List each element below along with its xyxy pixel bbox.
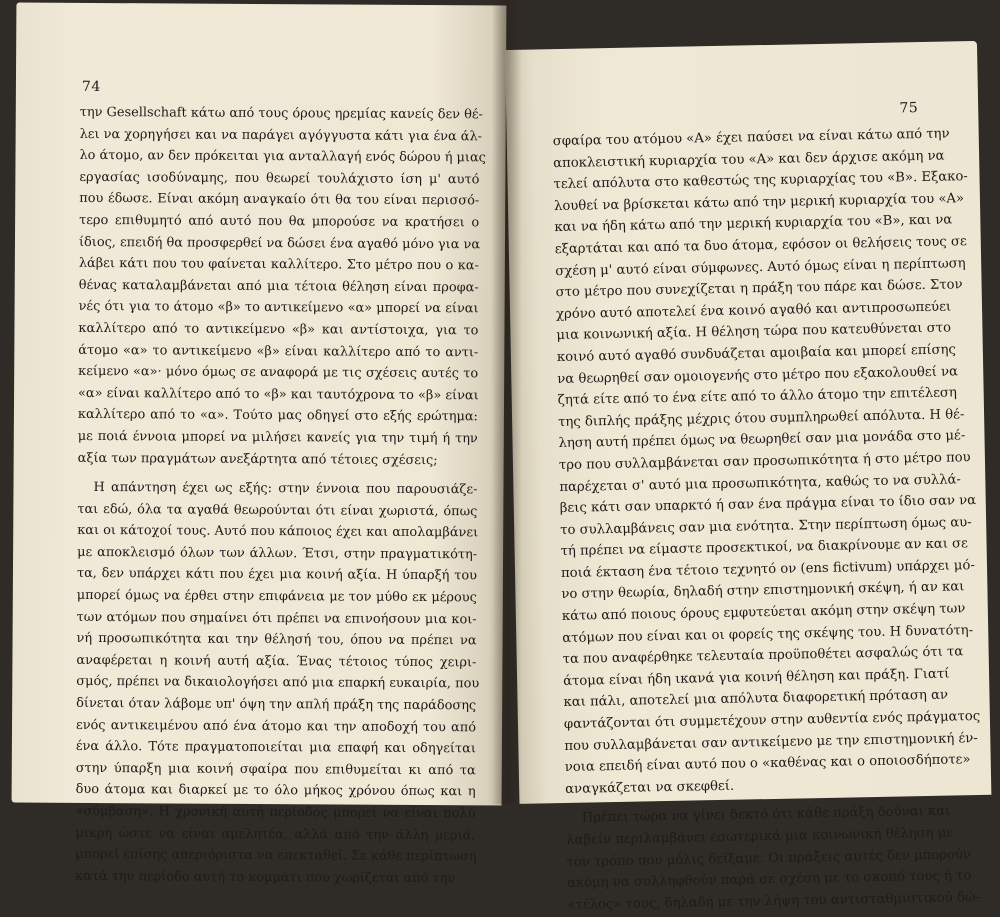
text-line: δίνεται όταν λάβομε υπ' όψη την απλή πράξη της παράδοσης <box>76 695 477 714</box>
text-line: κείμενο «α»· μόνο όμως σε αναφορά με τις σχέσεις αυτές το <box>78 364 479 382</box>
text-line: δυο άτομα και διαρκεί με το όλο μήκος χρόνου όπως και η <box>75 782 476 800</box>
text-line: το συλλαμβάνεις σαν μια ενότητα. Στην περίπτωση όμως αυ- <box>560 514 972 538</box>
page-number-left: 74 <box>81 78 101 96</box>
text-line: λάβει κάτι που του φαίνεται καλλίτερο. Στο μέτρο που ο κα- <box>78 256 479 274</box>
text-line: νο στην θεωρία, δηλαδή στην επιστημονική σκέψη, ή αν και <box>561 579 965 603</box>
text-line: λει να χορηγήσει και να παράγει αγόγγυστα κάτι για ένα άλ- <box>79 126 483 144</box>
text-line: μικρή ώστε να είναι αμελητέα, αλλά από την άλλη μεριά, <box>75 825 476 843</box>
text-line: ληση αυτή πρέπει όμως να θεωρηθεί σαν μια μονάδα στο μέ- <box>558 428 966 452</box>
text-line: τα, δεν υπάρχει κάτι που έχει μια κοινή αξία. Η ύπαρξή του <box>76 566 477 584</box>
text-line: καλλίτερο από το «α». Τούτο μας οδηγεί στο εξής ερώτημα: <box>77 407 478 425</box>
text-line: εξαρτάται και από τα δυο άτομα, εφόσον οι θελήσεις τους σε <box>554 234 967 258</box>
page-number-right: 75 <box>899 100 919 117</box>
text-line: και πάλι, αποτελεί μια απόλυτα διαφορετική πρόταση αν <box>563 688 949 711</box>
text-line: βεις κάτι σαν υπαρκτό ή σαν ένα πράγμα είναι το ίδιο σαν να <box>559 493 977 517</box>
text-line: νές ότι για το άτομο «β» το αντικείμενο «α» μπορεί να είναι <box>78 299 479 317</box>
text-line: λο άτομο, αν δεν πρόκειται για ανταλλαγή ενός δώρου ή μιας <box>79 148 486 166</box>
text-line: που έδωσε. Είναι ακόμη αναγκαίο ότι θα του είναι περισσό- <box>79 191 480 209</box>
text-line: λαβείν περιλαμβάνει εσωτερικά μια κοινωνική θέληση με <box>566 825 954 848</box>
text-line: θένας καταλαμβάνεται από μια τέτοια θέληση είναι προφα- <box>78 277 479 296</box>
text-line: των ατόμων που σημαίνει ότι πρέπει να επινοήσουν μια κοι- <box>76 609 477 627</box>
text-line: ακόμη να συλληφθούν παρά σε σχέση με το σκοπό τους ή το <box>566 868 972 892</box>
right-page <box>505 41 991 913</box>
text-line: τρο που συλλαμβάνεται σαν προσωπικότητα ή στο μέτρο που <box>558 450 971 473</box>
text-line: ενός αντικειμένου από ένα άτομο και την αποδοχή του από <box>75 717 477 735</box>
text-line: χρόνο αυτό αποτελεί ένα κοινό αγαθό και αντιπροσωπεύει <box>555 299 952 322</box>
text-line: με αποκλεισμό όλων των άλλων. Έτσι, στην πραγματικότη- <box>77 544 478 563</box>
text-line: ένα άλλο. Τότε πραγματοποιείται μια επαφή και οδηγείται <box>75 739 476 757</box>
left-page <box>12 3 507 886</box>
text-line: ζητά είτε από το ένα είτε από το άλλο άτομο την επιτέλεση <box>557 385 957 409</box>
text-line: τον τρόπο που μόλις δείξαμε. Οι πράξεις αυτές δεν μπορούν <box>566 846 972 870</box>
text-line: την Gesellschaft κάτω από τους όρους ηρεμίας κανείς δεν θέ- <box>79 104 483 123</box>
text-line: «τέλος» τους, δηλαδή με την λήψη του αντισταθμιστικού δώ- <box>567 889 981 913</box>
text-line: ται εδώ, όλα τα αγαθά θεωρούνται ότι είναι χωριστά, όπως <box>77 501 478 520</box>
text-line: εργασίας ισοδύναμης, που θεωρεί τουλάχιστο ίση μ' αυτό <box>79 169 480 188</box>
text-line: και να ήδη κάτω από την μερική κυριαρχία του «Β», και να <box>554 212 953 236</box>
text-line: κατά την περίοδο αυτή το κομμάτι που χωρίζεται από την <box>75 868 456 886</box>
text-line: κάτω από ποιους όρους εμφυτεύεται ακόμη στην σκέψη των <box>561 601 966 625</box>
text-line: άτομα είναι ήδη ικανά για κοινή θέληση και πράξη. Γιατί <box>562 666 950 689</box>
text-line: ίδιος, επειδή θα προσφερθεί να δώσει ένα αγαθό μόνο για να <box>78 234 481 252</box>
text-line: και οι κάτοχοί τους. Αυτό που κάποιος έχει και απολαμβάνει <box>77 523 479 541</box>
text-line: τή πρέπει να είμαστε προσεκτικοί, να διακρίνουμε αν και σε <box>560 536 969 560</box>
text-line: παρέχεται σ' αυτό μια προσωπικότητα, καθώς το να συλλά- <box>559 471 962 495</box>
right-page-text <box>552 124 981 916</box>
text-line: τα που αναφέρθηκε τελευταία προϋποθέτει ασφαλώς ότι τα <box>562 644 964 668</box>
text-line: λουθεί να βρίσκεται κάτω από την μερική κυριαρχία του «Α» <box>553 190 965 214</box>
text-line: αποκλειστική κυριαρχία του «Α» και δεν άρχισε ακόμη να <box>553 148 945 171</box>
text-line: μια κοινωνική αξία. Η θέληση τώρα που κατευθύνεται στο <box>556 320 952 344</box>
left-page-text <box>75 102 486 890</box>
text-line: αναγκάζεται να σκεφθεί. <box>565 778 735 797</box>
text-line: νοια επειδή είναι αυτό που ο «καθένας και ο οποιοσδήποτε» <box>564 752 971 776</box>
text-line: που συλλαμβάνεται σαν αντικείμενο με την επιστημονική έν- <box>564 730 978 754</box>
text-line: μπορεί επίσης απεριόριστα να επεκταθεί. Σε κάθε περίπτωση <box>75 847 477 865</box>
text-line: κοινό αυτό αγαθό συνδυάζεται αμοιβαία και μπορεί επίσης <box>556 342 957 365</box>
text-line: σμός, πρέπει να δικαιολογήσει από μια επαρκή ευκαιρία, που <box>76 674 480 692</box>
text-line: να θεωρηθεί σαν ομοιογενής στο μέτρο που εξακολουθεί να <box>557 363 959 387</box>
text-line: ποιά έκταση ένα τέτοιο τεχνητό ον (ens fictivum) υπάρχει μό- <box>560 557 975 581</box>
text-line: καλλίτερο από το αντικείμενο «β» και αντίστοιχα, για το <box>78 320 479 339</box>
text-line: νή προσωπικότητα και την θέλησή του, όπου να πρέπει να <box>76 631 477 649</box>
text-line: αναφέρεται η κοινή αυτή αξία. Ένας τέτοιος τύπος χειρι- <box>76 652 477 671</box>
text-line: «α» είναι καλλίτερο από το «β» και ταυτόχρονα το «β» είναι <box>78 385 479 404</box>
text-line: «σύμβαση». Η χρονική αυτή περίοδος μπορεί να είναι πολύ <box>75 803 476 822</box>
text-line: τελεί απόλυτα στο καθεστώς της κυριαρχίας του «Β». Εξακο- <box>553 169 968 193</box>
text-line: της διπλής πράξης μέχρις ότου συμπληρωθεί απόλυτα. Η θέ- <box>558 406 965 430</box>
text-line: μπορεί όμως να έρθει στην επιφάνεια με τον μύθο εκ μέρους <box>76 587 477 606</box>
text-line: φαντάζονται ότι συμμετέχουν στην αυθεντία ενός πράγματος <box>563 709 981 733</box>
text-line: στο μέτρο που συνεχίζεται η πράξη του πάρε και δώσε. Στον <box>555 277 963 301</box>
text-line: Πρέπει τώρα να γίνει δεκτό ότι κάθε πράξη δούναι και <box>581 804 951 827</box>
text-line: με ποιά έννοια μπορεί να μιλήσει κανείς για την τιμή ή την <box>77 428 478 447</box>
text-line: ατόμων που είναι και οι φορείς της σκέψης του. Η δυνατότη- <box>562 622 974 646</box>
text-line: αξία των πραγμάτων ανεξάρτητα από τέτοιες σχέσεις; <box>77 450 438 468</box>
text-line: τερο επιθυμητό από αυτό που θα μπορούσε να κρατήσει ο <box>79 212 480 231</box>
text-line: σφαίρα του ατόμου «Α» έχει παύσει να είναι κάτω από την <box>552 126 950 150</box>
text-line: στην ύπαρξη μια κοινή σφαίρα που επιθυμείται κι από τα <box>75 760 476 779</box>
text-line: σχέση μ' αυτό είναι σύμφωνες. Αυτό όμως είναι η περίπτωση <box>555 255 966 279</box>
text-line: άτομο «α» το αντικείμενο «β» είναι καλλίτερο από το αντι- <box>78 342 479 360</box>
text-line: Η απάντηση έχει ως εξής: στην έννοια που παρουσιάζε- <box>93 480 478 498</box>
